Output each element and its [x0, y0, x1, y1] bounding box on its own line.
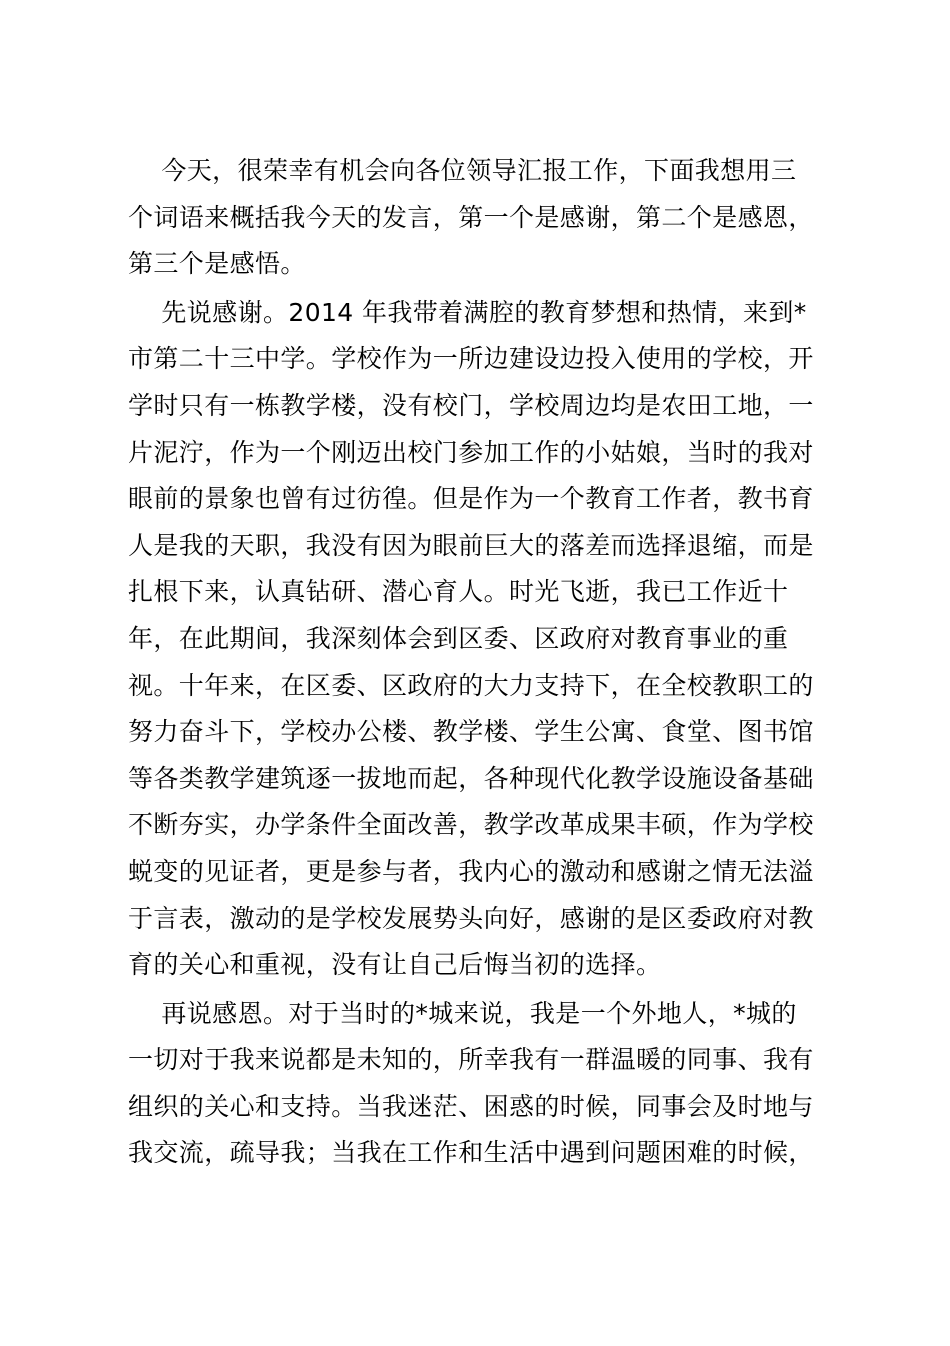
text-line: 眼前的景象也曾有过彷徨。但是作为一个教育工作者，教书育 — [128, 484, 814, 514]
text-line: 不断夯实，办学条件全面改善，教学改革成果丰硕，作为学校 — [128, 810, 814, 840]
text-line: 第三个是感悟。 — [128, 249, 306, 279]
paragraph-opening — [128, 148, 822, 288]
paragraph-gratitude — [128, 290, 822, 989]
text-line: 学时只有一栋教学楼，没有校门，学校周边均是农田工地，一 — [128, 390, 814, 420]
text-line: 今天，很荣幸有机会向各位领导汇报工作，下面我想用三 — [128, 156, 797, 185]
text-line: 个词语来概括我今天的发言，第一个是感谢，第二个是感恩， — [128, 202, 814, 232]
text-line: 市第二十三中学。学校作为一所边建设边投入使用的学校，开 — [128, 344, 814, 374]
text-line: 于言表，激动的是学校发展势头向好，感谢的是区委政府对教 — [128, 903, 814, 933]
text-line: 蜕变的见证者，更是参与者，我内心的激动和感谢之情无法溢 — [128, 856, 814, 886]
text-line: 扎根下来，认真钻研、潜心育人。时光飞逝，我已工作近十 — [128, 577, 789, 607]
text-line: 组织的关心和支持。当我迷茫、困惑的时候，同事会及时地与 — [128, 1091, 814, 1121]
text-line: 育的关心和重视，没有让自己后悔当初的选择。 — [128, 950, 662, 980]
paragraph-thankfulness — [128, 991, 822, 1177]
text-line: 片泥泞，作为一个刚迈出校门参加工作的小姑娘，当时的我对 — [128, 437, 814, 467]
text-line: 努力奋斗下，学校办公楼、教学楼、学生公寓、食堂、图书馆 — [128, 717, 814, 747]
text-line: 一切对于我来说都是未知的，所幸我有一群温暖的同事、我有 — [128, 1045, 814, 1075]
text-line: 先说感谢。2014 年我带着满腔的教育梦想和热情，来到* — [128, 297, 807, 327]
text-line: 我交流，疏导我；当我在工作和生活中遇到问题困难的时候， — [128, 1138, 814, 1168]
text-line: 等各类教学建筑逐一拔地而起，各种现代化教学设施设备基础 — [128, 763, 814, 793]
text-line: 人是我的天职，我没有因为眼前巨大的落差而选择退缩，而是 — [128, 530, 814, 560]
text-line: 再说感恩。对于当时的*城来说，我是一个外地人，*城的 — [128, 998, 797, 1028]
text-line: 视。十年来，在区委、区政府的大力支持下，在全校教职工的 — [128, 670, 814, 700]
text-line: 年，在此期间，我深刻体会到区委、区政府对教育事业的重 — [128, 623, 789, 653]
